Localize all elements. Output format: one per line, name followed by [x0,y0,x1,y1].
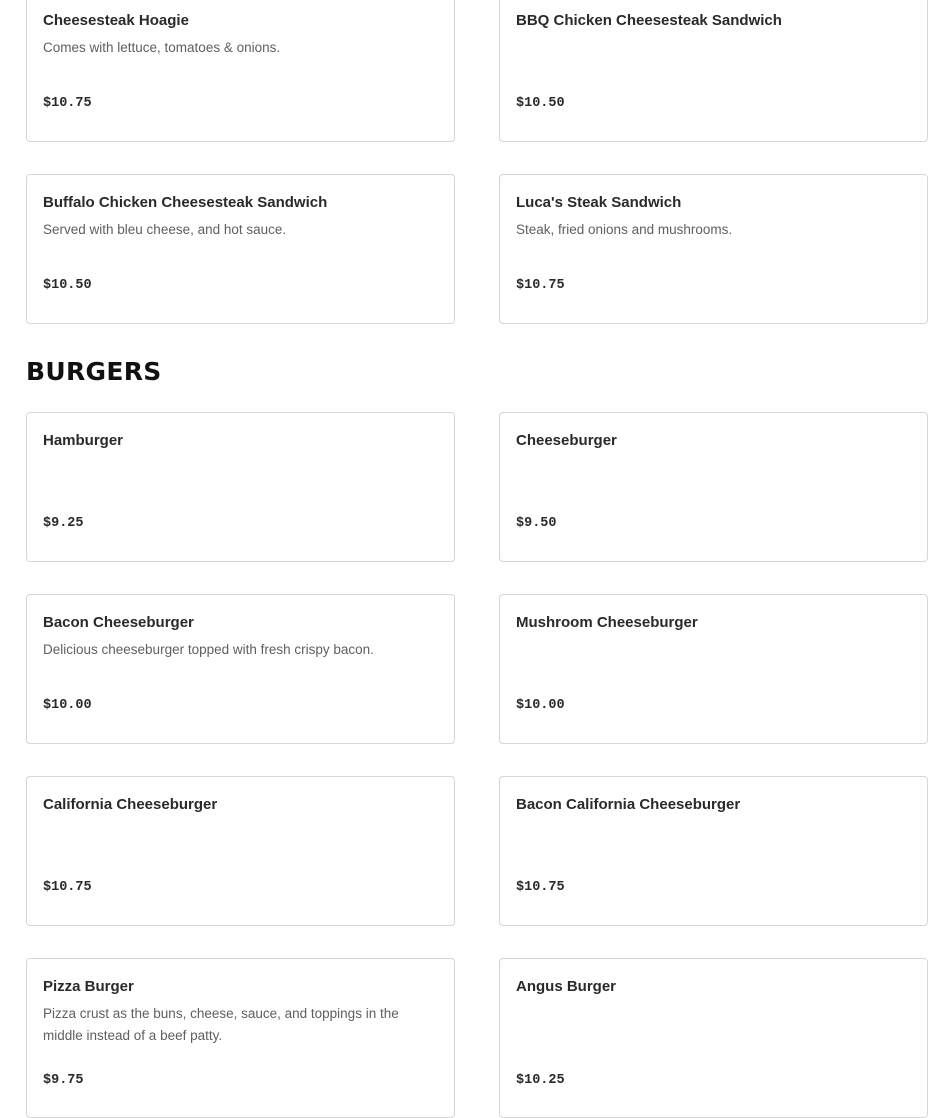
menu-item-description: Pizza crust as the buns, cheese, sauce, and toppings in the middle instead of a beef patty. [43,1006,399,1043]
menu-item-price: $10.00 [516,698,565,713]
menu-item-card[interactable] [499,776,928,926]
menu-item-name: Angus Burger [516,978,617,995]
menu-item-name: Cheeseburger [516,432,617,449]
menu-item-name: Hamburger [43,432,124,449]
menu-item-name: Bacon California Cheeseburger [516,796,741,813]
menu-item-card[interactable] [499,174,928,324]
menu-item-description: Served with bleu cheese, and hot sauce. [43,222,287,237]
menu-item-price: $9.50 [516,516,557,531]
section-title-burgers: BURGERS [26,357,162,386]
menu-item-card[interactable] [26,412,455,562]
menu-item-name: Pizza Burger [43,978,134,995]
menu-item-card[interactable] [499,412,928,562]
menu-item-description: Steak, fried onions and mushrooms. [516,222,733,237]
menu-item-description: Comes with lettuce, tomatoes & onions. [43,40,281,55]
menu-item-name: Buffalo Chicken Cheesesteak Sandwich [43,194,328,211]
menu-item-card[interactable] [499,594,928,744]
menu-item-name: Luca's Steak Sandwich [516,194,682,211]
menu-item-price: $10.75 [516,278,565,293]
menu-item-price: $10.75 [43,880,92,895]
menu-item-card[interactable] [26,174,455,324]
menu-item-card[interactable] [499,0,928,142]
menu-item-price: $10.25 [516,1073,565,1088]
menu-item-price: $10.75 [43,96,92,111]
menu-item-card[interactable] [26,0,455,142]
menu-item-price: $10.50 [516,96,565,111]
menu-item-name: BBQ Chicken Cheesesteak Sandwich [516,12,782,29]
menu-item-card[interactable] [26,594,455,744]
menu-item-name: Bacon Cheeseburger [43,614,194,631]
menu-item-description: Delicious cheeseburger topped with fresh crispy bacon. [43,642,374,657]
menu-item-card[interactable] [26,776,455,926]
menu-item-price: $9.75 [43,1073,84,1088]
menu-item-card[interactable] [26,958,455,1118]
menu-item-price: $10.50 [43,278,92,293]
menu-item-name: Cheesesteak Hoagie [43,12,189,29]
menu-item-card[interactable] [499,958,928,1118]
menu-item-name: California Cheeseburger [43,796,218,813]
menu-item-price: $10.00 [43,698,92,713]
menu-item-price: $9.25 [43,516,84,531]
menu-item-name: Mushroom Cheeseburger [516,614,698,631]
menu-item-price: $10.75 [516,880,565,895]
